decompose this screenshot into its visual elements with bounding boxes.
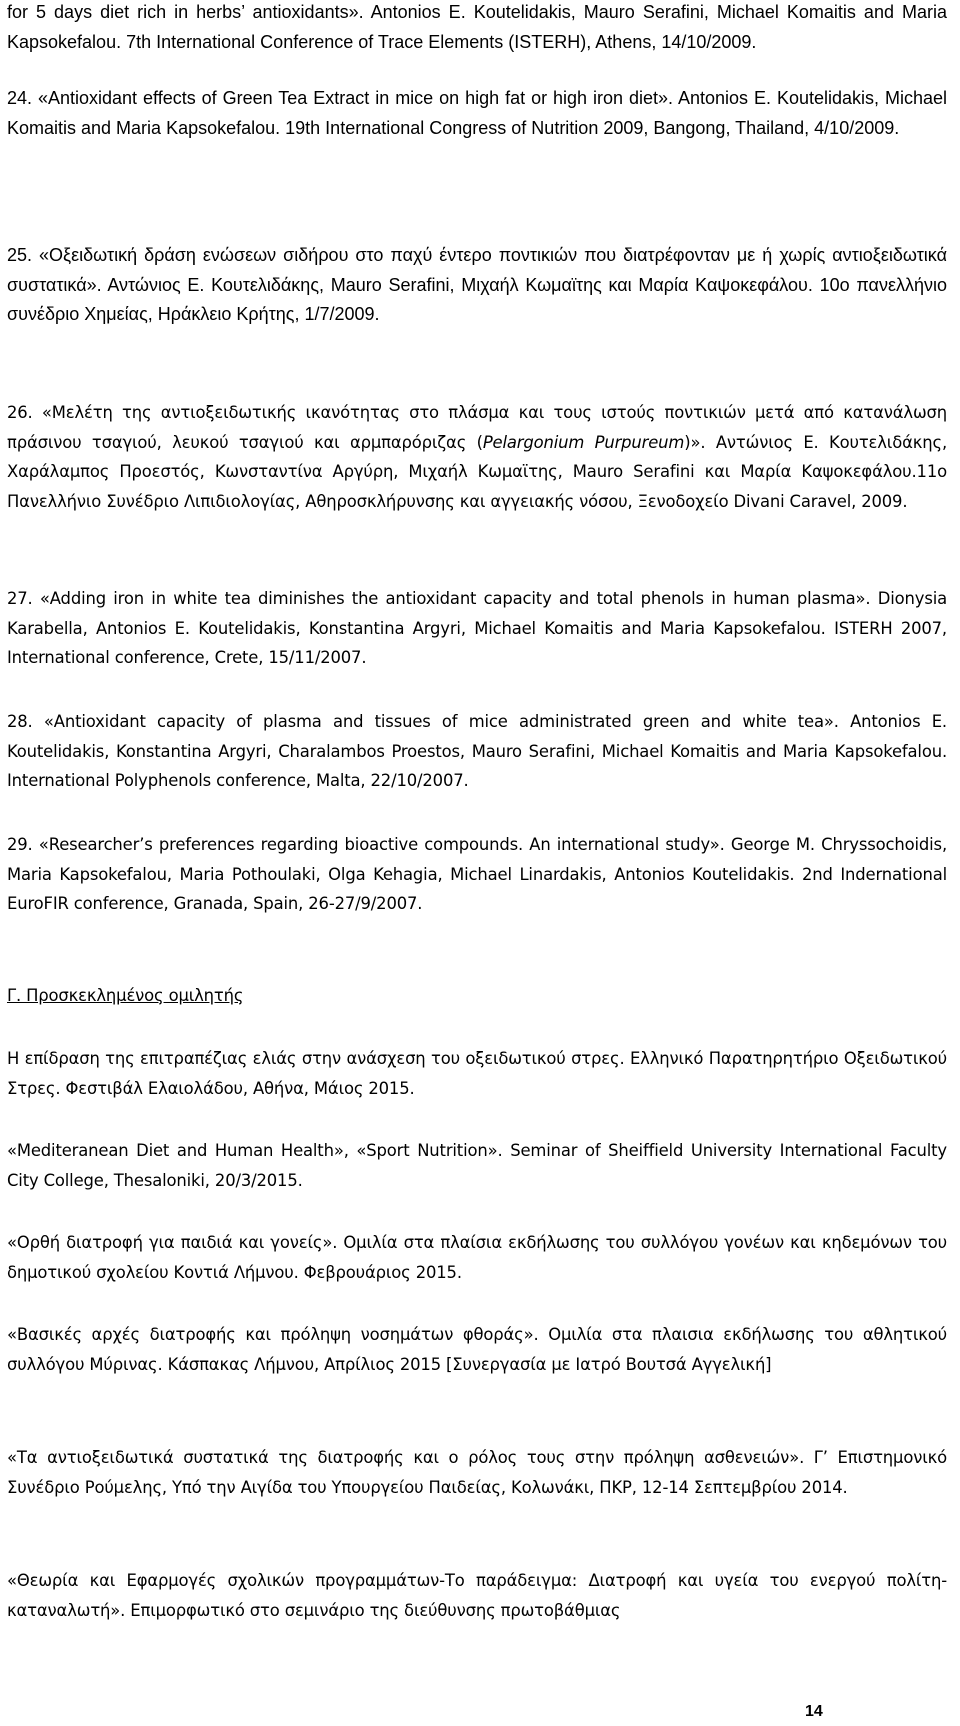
- conference-entry-28: 28. «Antioxidant capacity of plasma and tissues of mice administrated green and white tea». Antonios E. Koutelidakis, Konstantina Argyri, Charalambos Proestos, Mauro Serafini, Michael Komaitis and Maria Kapsokefalou. International Polyphenols conference, Malta, 22/10/2007.: [7, 712, 947, 790]
- conference-entry-29: 29. «Researcher’s preferences regarding bioactive compounds. An international study». George M. Chryssochoidis, Maria Kapsokefalou, Maria Pothoulaki, Olga Kehagia, Michael Linardakis, Antonios Koutelidakis. 2nd Indernational EuroFIR conference, Granada, Spain, 26-27/9/2007.: [7, 835, 947, 913]
- entry-26-text-end: )». Αντώνιος Ε. Κουτελιδάκης, Χαράλαμπος Προεστός, Κωνσταντίνα Αργύρη, Μιχαήλ Κωμαϊτης, Mauro Serafini και Μαρία Καψοκεφάλου.11ο Πανελλήνιο Συνέδριο Λιπιδιολογίας, Αθηροσκλήρυνσης και αγγειακής νόσου, Ξενοδοχείο Divani Caravel, 2009.: [7, 432, 947, 511]
- conference-entry-24: 24. «Antioxidant effects of Green Tea Extract in mice on high fat or high iron diet». Antonios E. Koutelidakis, Michael Komaitis and Maria Kapsokefalou. 19th International Congress of Nutrition 2009, Bangong, Thailand, 4/10/2009.: [7, 88, 947, 138]
- invited-talk-1: Η επίδραση της επιτραπέζιας ελιάς στην ανάσχεση του οξειδωτικού στρες. Ελληνικό Παρατηρητήριο Οξειδωτικού Στρες. Φεστιβάλ Ελαιολάδου, Αθήνα, Μάιος 2015.: [7, 1049, 947, 1098]
- conference-entry-27: 27. «Adding iron in white tea diminishes the antioxidant capacity and total phenols in human plasma». Dionysia Karabella, Antonios E. Koutelidakis, Konstantina Argyri, Michael Komaitis and Maria Kapsokefalou. ISTERH 2007, International conference, Crete, 15/11/2007.: [7, 589, 947, 667]
- entry-26-text: 26. «Μελέτη της αντιοξειδωτικής ικανότητας στο πλάσμα και τους ιστούς ποντικιών μετά από κατανάλωση πράσινου τσαγιού, λευκού τσαγιού και αρμπαρόριζας (: [7, 403, 947, 452]
- section-heading: Γ. Προσκεκλημένος ομιλητής: [7, 986, 244, 1005]
- continued-entry: for 5 days diet rich in herbs’ antioxidants». Antonios E. Koutelidakis, Mauro Serafini, Michael Komaitis and Maria Kapsokefalou. 7th International Conference of Trace Elements (ISTERH), Athens, 14/10/2009.: [7, 2, 947, 52]
- invited-talk-5: «Τα αντιοξειδωτικά συστατικά της διατροφής και ο ρόλος τους στην πρόληψη ασθενειών». Γ’ Επιστημονικό Συνέδριο Ρούμελης, Υπό την Αιγίδα του Υπουργείου Παιδείας, Κολωνάκι, ΠΚΡ, 12-14 Σεπτεμβρίου 2014.: [7, 1448, 947, 1497]
- conference-entry-25: 25. «Οξειδωτική δράση ενώσεων σιδήρου στο παχύ έντερο ποντικιών που διατρέφονταν με ή χωρίς αντιοξειδωτικά συστατικά». Αντώνιος Ε. Κουτελιδάκης, Mauro Serafini, Μιχαήλ Κωμαϊτης και Μαρία Καψοκεφάλου. 10ο πανελλήνιο συνέδριο Χημείας, Ηράκλειο Κρήτης, 1/7/2009.: [7, 245, 947, 324]
- invited-talk-6: «Θεωρία και Εφαρμογές σχολικών προγραμμάτων-Το παράδειγμα: Διατροφή και υγεία του ενεργού πολίτη-καταναλωτή». Επιμορφωτικό στο σεμινάριο της διεύθυνσης πρωτοβάθμιας: [7, 1571, 947, 1620]
- entry-26-species: Pelargonium Purpureum: [482, 432, 685, 452]
- invited-talk-4: «Βασικές αρχές διατροφής και πρόληψη νοσημάτων φθοράς». Ομιλία στα πλαισια εκδήλωσης του αθλητικού συλλόγου Μύρινας. Κάσπακας Λήμνου, Απρίλιος 2015 [Συνεργασία με Ιατρό Βουτσά Αγγελική]: [7, 1325, 947, 1374]
- page-number: 14: [805, 1703, 823, 1720]
- invited-talk-2: «Mediteranean Diet and Human Health», «Sport Nutrition». Seminar of Sheiffield University International Faculty City College, Thesaloniki, 20/3/2015.: [7, 1141, 947, 1190]
- invited-talk-3: «Ορθή διατροφή για παιδιά και γονείς». Ομιλία στα πλαίσια εκδήλωσης του συλλόγου γονέων και κηδεμόνων του δημοτικού σχολείου Κοντιά Λήμνου. Φεβρουάριος 2015.: [7, 1233, 947, 1282]
- conference-entry-26: [7, 398, 947, 516]
